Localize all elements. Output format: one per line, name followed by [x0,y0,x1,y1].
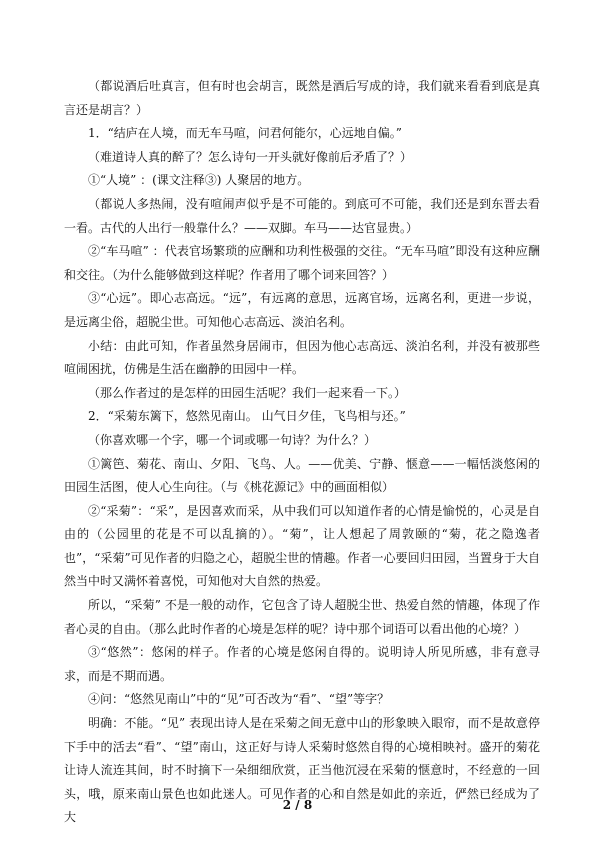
paragraph: （那么作者过的是怎样的田园生活呢？我们一起来看一下。） [88,385,407,400]
paragraph: ③“悠然”：悠闲的样子。作者的心境是悠闲自得的。说明诗人所见所感，非有意寻求，而是不期而遇。 [64,645,540,683]
paragraph: ①篱笆、菊花、南山、夕阳、飞鸟、人。——优美、宁静、惬意——一幅恬淡悠闲的田园生活图，使人心生向往。（与《桃花源记》中的画面相似） [64,456,540,495]
paragraph: ①“人境” ：(课文注释③) 人聚居的地方。 [88,173,310,188]
paragraph: ③“心远”。即心志高远。“远”，有远离的意思，远离官场，远离名利，更进一步说，是远离尘俗，超脱尘世。可知他心志高远、淡泊名利。 [64,291,540,329]
paragraph: （你喜欢哪一个字，哪一个词或哪一句诗？为什么？） [88,432,377,447]
paragraph: ②“采菊”：“采”，是因喜欢而采，从中我们可以知道作者的心情是愉悦的，心灵是自由的（公园里的花是不可以乱摘的）。“菊”，让人想起了周敦颐的“菊，花之隐逸者也”，“采菊”可见作者的归隐之心，超脱尘世的情趣。作者一心要回归田园，当置身于大自然当中时又满怀着喜悦，可知他对大自然的热爱。 [64,503,540,589]
paragraph: ②“车马喧” ：代表官场繁琐的应酬和功利性极强的交往。“无车马喧”即没有这种应酬和交往。（为什么能够做到这样呢？作者用了哪个词来回答？） [64,244,540,282]
document-body [64,75,540,830]
paragraph: （都说酒后吐真言，但有时也会胡言，既然是酒后写成的诗，我们就来看看到底是真言还是胡言？） [64,79,540,117]
paragraph: 所以，“采菊” 不是一般的动作，它包含了诗人超脱尘世、热爱自然的情趣，体现了作者心灵的自由。（那么此时作者的心境是怎样的呢？诗中那个词语可以看出他的心境？） [64,598,540,636]
paragraph: （难道诗人真的醉了？怎么诗句一开头就好像前后矛盾了？） [88,149,413,164]
paragraph: ④问：“悠然见南山”中的“见”可否改为“看”、“望”等字？ [88,692,390,707]
page-number: 2 / 8 [282,798,313,812]
paragraph: 小结：由此可知，作者虽然身居闹市，但因为他心志高远、淡泊名利，并没有被那些喧闹困扰，仿佛是生活在幽静的田园中一样。 [64,338,540,377]
paragraph: 明确：不能。“见” 表现出诗人是在采菊之间无意中山的形象映入眼帘，而不是故意停下手中的活去“看”、“望”南山，这正好与诗人采菊时悠然自得的心境相映衬。盛开的菊花让诗人流连其间，时不时摘下一朵细细欣赏，正当他沉浸在采菊的惬意时，不经意的一回头，哦，原来南山景色也如此迷人。可见作者的心和自然是如此的亲近，俨然已经成为了大 [64,716,540,825]
paragraph: 2．“采菊东篱下，悠然见南山。 山气日夕佳，飞鸟相与还。” [88,409,406,424]
paragraph: 1．“结庐在人境，而无车马喧，问君何能尔，心远地自偏。” [88,126,402,141]
paragraph: （都说人多热闹，没有喧闹声似乎是不可能的。到底可不可能，我们还是到东晋去看一看。古代的人出行一般靠什么？——双脚。车马——达官显贵。） [64,196,540,235]
